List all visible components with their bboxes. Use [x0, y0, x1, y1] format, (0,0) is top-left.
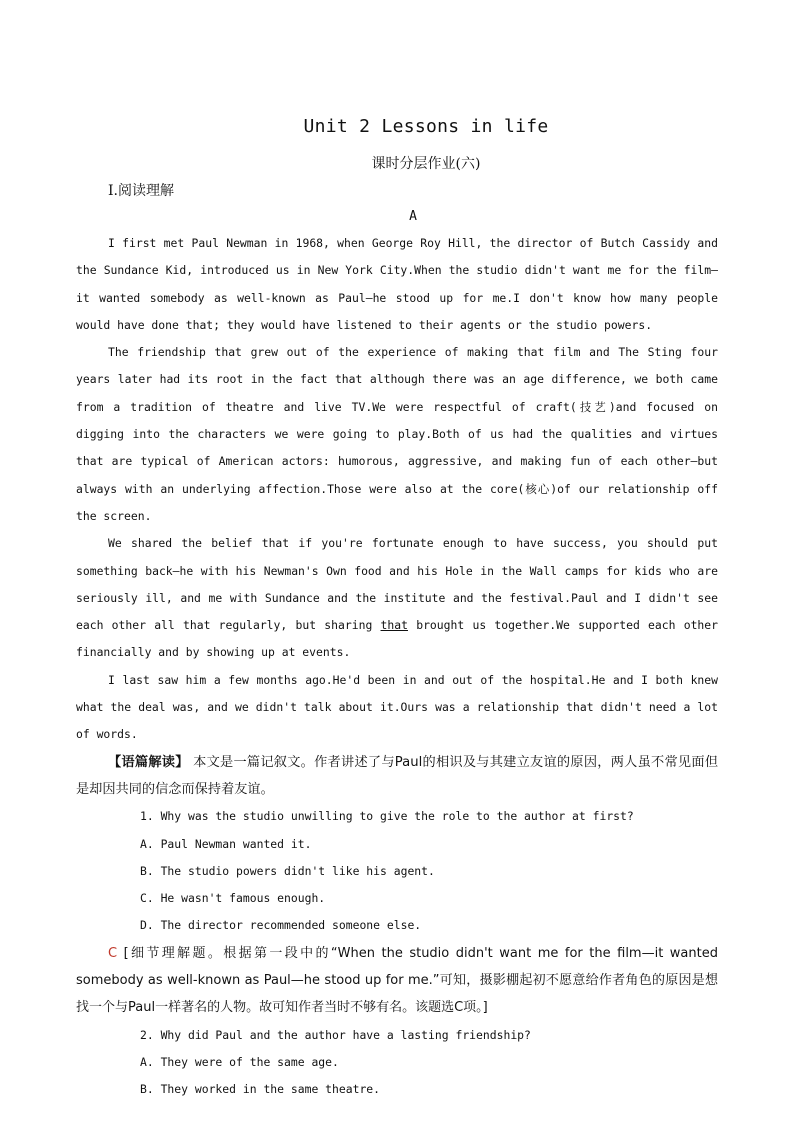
analysis-text: 本文是一篇记叙文。作者讲述了与Paul的相识及与其建立友谊的原因，两人虽不常见面但是却因共同的信念而保持着友谊。: [76, 754, 719, 797]
question-2-stem: 2. Why did Paul and the author have a lasting friendship?: [140, 1027, 531, 1042]
question-1-stem: 1. Why was the studio unwilling to give the role to the author at first?: [140, 809, 634, 824]
page-subtitle: 课时分层作业(六): [371, 156, 481, 172]
passage-analysis: [76, 749, 718, 804]
question-1-option-b: B. The studio powers didn't like his agent.: [140, 863, 435, 878]
analysis-label: 【语篇解读】: [108, 754, 189, 770]
paragraph-3-before: We shared the belief that if you're fortunate enough to have success, you should put something back—he with his Newman's Own food and his Hole in the Wall camps for kids who are seriously ill, and me with Sundance and the institute and the festival.Paul and I didn't see each other all that regularly, but sharing: [76, 536, 718, 633]
passage-label: A: [409, 209, 417, 224]
paragraph-2: The friendship that grew out of the experience of making that film and The Sting four years later had its root in the fact that although there was an age difference, we both came from a tradition of theatre and live TV.We were respectful of craft(技艺)and focused on digging into the characters we were going to play.Both of us had the qualities and virtues that are typical of American actors: humorous, aggressive, and making fun of each other—but always with an underlying affection.Those were also at the core(核心)of our relationship off the screen.: [76, 345, 718, 523]
underlined-word: that: [380, 618, 408, 633]
question-1-option-a: A. Paul Newman wanted it.: [140, 836, 312, 851]
question-1-option-c: C. He wasn't famous enough.: [140, 891, 326, 906]
paragraph-4: I last saw him a few months ago.He'd been in and out of the hospital.He and I both knew what the deal was, and we didn't talk about it.Ours was a relationship that didn't need a lot of words.: [76, 672, 718, 742]
question-1-answer: [76, 940, 718, 1022]
question-2-option-b: B. They worked in the same theatre.: [140, 1082, 381, 1097]
paragraph-3: [76, 530, 718, 666]
answer-key: C: [108, 945, 118, 961]
page-title: Unit 2 Lessons in life: [303, 116, 549, 137]
paragraph-3-after: brought us together.We supported each other financially and by showing up at events.: [76, 618, 718, 660]
document-body: [76, 230, 718, 1104]
answer-explanation: [细节理解题。根据第一段中的“When the studio didn't want me for the film—it wanted somebody as well‑known as Paul—he stood up for me.”可知，摄影棚起初不愿意给作者角色的原因是想找一个与Paul一样著名的人物。故可知作者当时不够有名。该题选C项。]: [76, 945, 718, 1016]
question-1-option-d: D. The director recommended someone else.: [140, 918, 422, 933]
paragraph-1: I first met Paul Newman in 1968, when George Roy Hill, the director of Butch Cassidy and the Sundance Kid, introduced us in New York City.When the studio didn't want me for the film—it wanted somebody as well‑known as Paul—he stood up for me.I don't know how many people would have done that; they would have listened to their agents or the studio powers.: [76, 236, 718, 332]
section-heading: Ⅰ.阅读理解: [108, 183, 174, 199]
question-2-option-a: A. They were of the same age.: [140, 1054, 339, 1069]
